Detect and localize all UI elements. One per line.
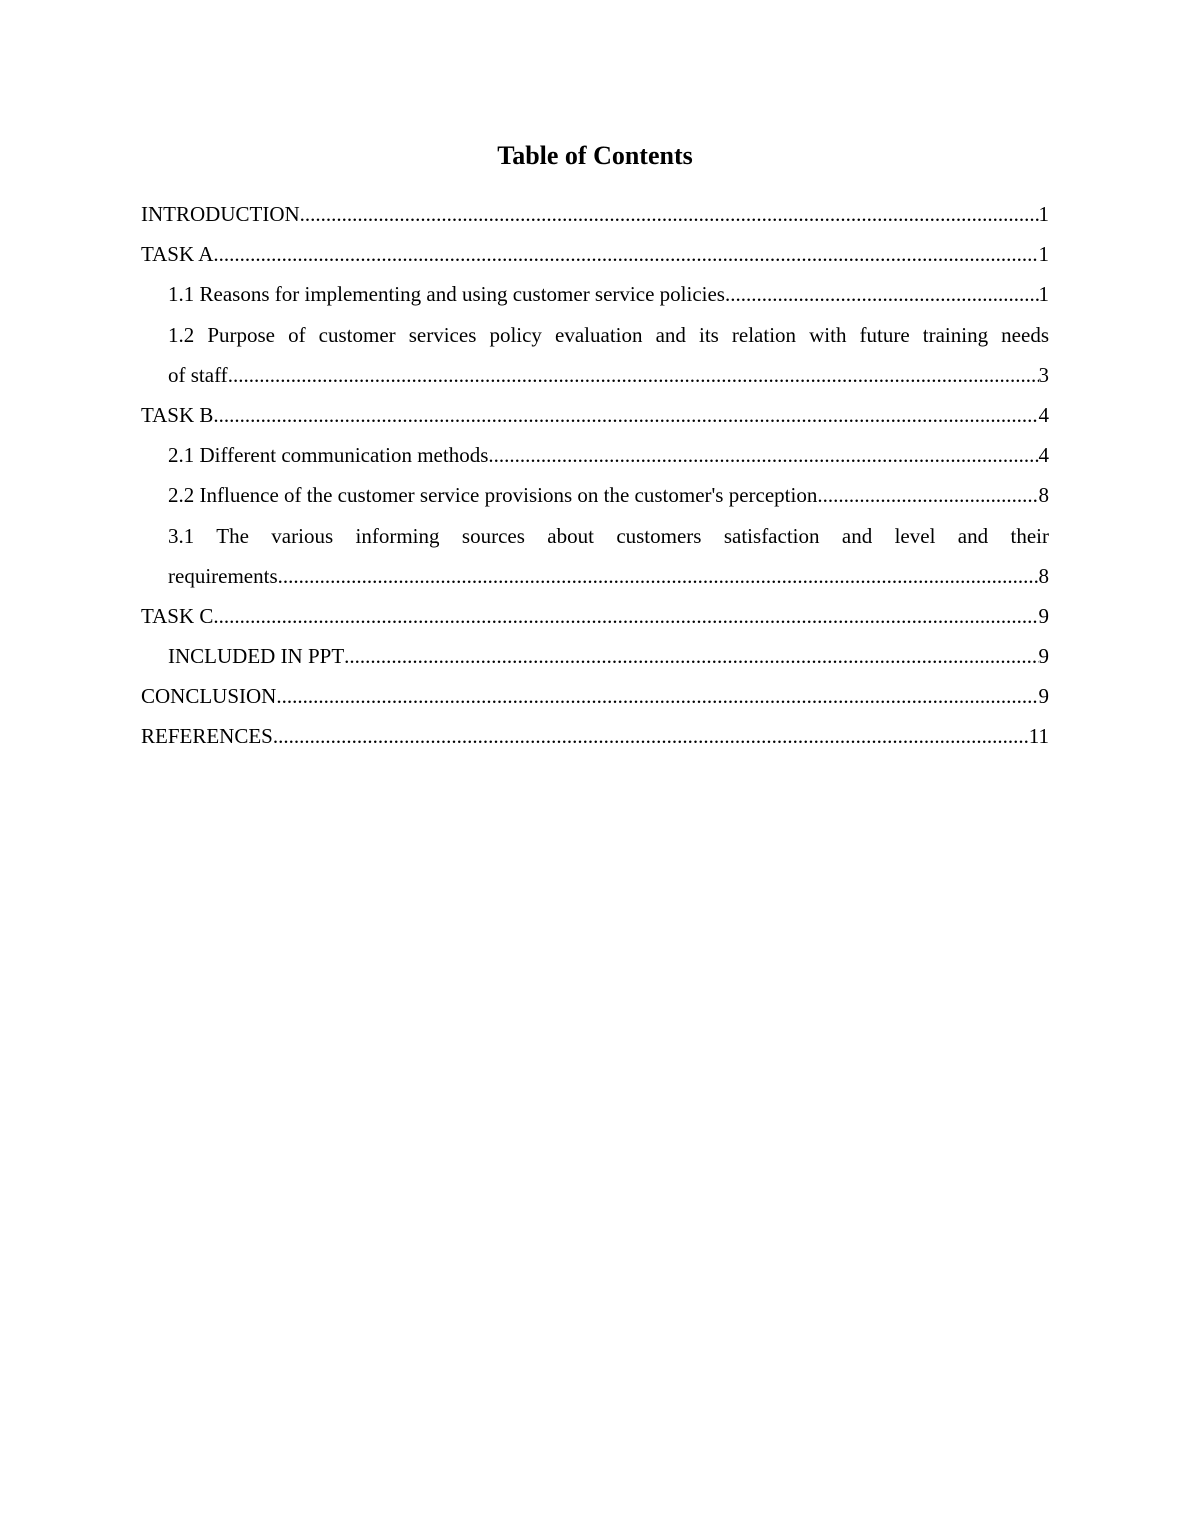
toc-page-number: 11 bbox=[1028, 724, 1049, 749]
toc-entry-label: TASK B bbox=[141, 402, 214, 427]
toc-entry-label-line1: 1.2 Purpose of customer services policy evaluation and its relation with future training needs bbox=[168, 322, 1049, 347]
toc-entry-label-line1: 3.1 The various informing sources about customers satisfaction and level and their bbox=[168, 523, 1049, 548]
toc-entry-1-1[interactable] bbox=[168, 274, 1049, 314]
toc-entry-task-c[interactable] bbox=[141, 596, 1049, 636]
toc-entry-2-2[interactable] bbox=[168, 475, 1049, 515]
toc-entry-conclusion[interactable] bbox=[141, 676, 1049, 716]
toc-entry-label-line2: of staff bbox=[168, 362, 228, 387]
toc-entry-included-in-ppt[interactable] bbox=[168, 636, 1049, 676]
dot-leader bbox=[730, 274, 1038, 314]
toc-entry-references[interactable] bbox=[141, 716, 1049, 756]
dot-leader bbox=[228, 355, 1039, 395]
toc-entry-label: 1.1 Reasons for implementing and using customer service policies. bbox=[168, 282, 731, 307]
toc-entry-2-1[interactable] bbox=[168, 435, 1049, 475]
toc-title: Table of Contents bbox=[497, 141, 693, 170]
dot-leader bbox=[273, 716, 1029, 756]
toc-page-number: 9 bbox=[1038, 603, 1049, 628]
dot-leader bbox=[276, 676, 1038, 716]
dot-leader bbox=[213, 596, 1038, 636]
dot-leader bbox=[817, 475, 1038, 515]
toc-entry-3-1[interactable] bbox=[168, 516, 1049, 596]
toc-entry-task-a[interactable] bbox=[141, 234, 1049, 274]
toc-entry-label: 2.2 Influence of the customer service provisions on the customer's perception bbox=[168, 483, 818, 508]
toc-entry-label: REFERENCES bbox=[141, 724, 273, 749]
dot-leader bbox=[488, 435, 1038, 475]
dot-leader bbox=[213, 234, 1038, 274]
dot-leader bbox=[213, 395, 1038, 435]
toc-page-number: 9 bbox=[1038, 684, 1049, 709]
toc-entry-label: INTRODUCTION bbox=[141, 202, 300, 226]
dot-leader bbox=[278, 556, 1039, 596]
toc-page-number: 8 bbox=[1038, 563, 1049, 588]
dot-leader bbox=[300, 194, 1039, 234]
toc-entry-label: CONCLUSION bbox=[141, 684, 277, 709]
toc-page-number: 1 bbox=[1038, 242, 1049, 267]
dot-leader bbox=[344, 636, 1038, 676]
toc-page-number: 8 bbox=[1038, 483, 1049, 508]
toc-page-number: 9 bbox=[1038, 644, 1049, 669]
toc-page-number: 3 bbox=[1038, 362, 1049, 387]
toc-entry-label: TASK C bbox=[141, 603, 214, 628]
toc-page-number: 4 bbox=[1038, 402, 1049, 427]
toc-entry-introduction[interactable] bbox=[141, 194, 1049, 234]
table-of-contents bbox=[141, 194, 1049, 757]
toc-entry-label: INCLUDED IN PPT bbox=[168, 644, 345, 669]
toc-entry-label: 2.1 Different communication methods bbox=[168, 443, 489, 468]
toc-entry-task-b[interactable] bbox=[141, 395, 1049, 435]
toc-page-number: 1 bbox=[1038, 202, 1049, 226]
toc-page-number: 4 bbox=[1038, 443, 1049, 468]
toc-page-number: 1 bbox=[1038, 282, 1049, 307]
toc-entry-label: TASK A bbox=[141, 242, 214, 267]
toc-entry-1-2[interactable] bbox=[168, 315, 1049, 395]
toc-entry-label-line2: requirements bbox=[168, 563, 278, 588]
